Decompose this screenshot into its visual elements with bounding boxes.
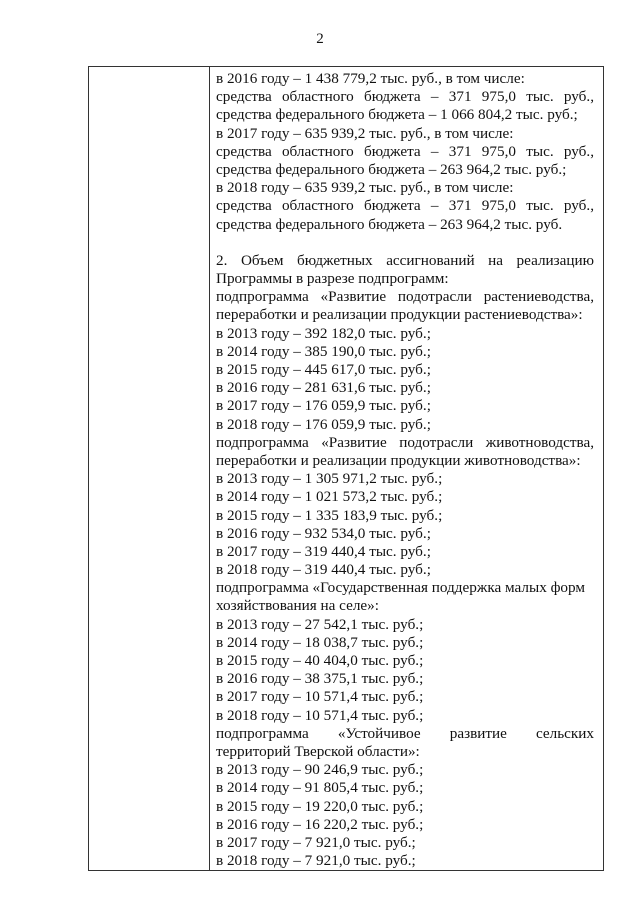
text-line: средства федерального бюджета – 1 066 804,2 тыс. руб.; [216, 106, 578, 124]
text-line: в 2013 году – 90 246,9 тыс. руб.; [216, 761, 424, 779]
text-line: средства федерального бюджета – 263 964,2 тыс. руб.; [216, 160, 567, 178]
text-line: переработки и реализации продукции растениеводства»: [216, 306, 583, 324]
text-line: в 2016 году – 281 631,6 тыс. руб.; [216, 379, 431, 397]
table-cell-left [89, 67, 210, 871]
text-line: 2. Объем бюджетных ассигнований на реализацию [216, 251, 594, 269]
text-line: в 2016 году – 38 375,1 тыс. руб.; [216, 670, 424, 688]
text-line: подпрограмма «Развитие подотрасли животноводства, [216, 433, 594, 451]
text-line: средства областного бюджета – 371 975,0 тыс. руб., [216, 88, 594, 106]
text-line: в 2015 году – 40 404,0 тыс. руб.; [216, 652, 424, 669]
text-line: в 2014 году – 91 805,4 тыс. руб.; [216, 779, 424, 797]
text-line: в 2018 году – 176 059,9 тыс. руб.; [216, 415, 431, 433]
budget-text-block [216, 70, 594, 870]
text-line: в 2014 году – 18 038,7 тыс. руб.; [216, 633, 424, 651]
text-line: Программы в разрезе подпрограмм: [216, 270, 449, 288]
text-line: в 2015 году – 445 617,0 тыс. руб.; [216, 361, 431, 378]
text-line: в 2018 году – 319 440,4 тыс. руб.; [216, 561, 431, 579]
text-line: в 2014 году – 385 190,0 тыс. руб.; [216, 342, 431, 360]
text-line: в 2017 году – 7 921,0 тыс. руб.; [216, 833, 416, 851]
text-line: в 2016 году – 932 534,0 тыс. руб.; [216, 524, 431, 542]
text-line: в 2018 году – 7 921,0 тыс. руб.; [216, 852, 416, 870]
text-line: переработки и реализации продукции животноводства»: [216, 451, 581, 469]
text-line: средства областного бюджета – 371 975,0 тыс. руб., [216, 142, 594, 160]
text-line: в 2017 году – 319 440,4 тыс. руб.; [216, 542, 431, 560]
text-line: в 2018 году – 10 571,4 тыс. руб.; [216, 706, 424, 724]
text-line: хозяйствования на селе»: [216, 597, 379, 615]
blank-line [216, 234, 594, 252]
text-line: в 2016 году – 16 220,2 тыс. руб.; [216, 815, 424, 833]
text-line: в 2017 году – 10 571,4 тыс. руб.; [216, 688, 424, 706]
text-line: средства областного бюджета – 371 975,0 тыс. руб., [216, 197, 594, 215]
text-line: в 2013 году – 392 182,0 тыс. руб.; [216, 324, 431, 342]
text-line: подпрограмма «Устойчивое развитие сельских [216, 724, 594, 742]
program-table [88, 66, 604, 871]
text-line: средства федерального бюджета – 263 964,2 тыс. руб. [216, 215, 563, 233]
text-line: подпрограмма «Развитие подотрасли растениеводства, [216, 288, 594, 306]
page-number: 2 [316, 31, 324, 47]
text-line: в 2017 году – 176 059,9 тыс. руб.; [216, 397, 431, 415]
text-line: в 2013 году – 27 542,1 тыс. руб.; [216, 615, 424, 633]
text-line: в 2014 году – 1 021 573,2 тыс. руб.; [216, 488, 443, 506]
table-cell-right [210, 67, 604, 871]
text-line: подпрограмма «Государственная поддержка малых форм [216, 579, 585, 597]
text-line: в 2013 году – 1 305 971,2 тыс. руб.; [216, 470, 443, 488]
text-line: в 2016 году – 1 438 779,2 тыс. руб., в том числе: [216, 70, 525, 87]
text-line: в 2015 году – 1 335 183,9 тыс. руб.; [216, 506, 443, 524]
text-line: в 2015 году – 19 220,0 тыс. руб.; [216, 797, 424, 815]
text-line: территорий Тверской области»: [216, 742, 420, 760]
text-line: в 2017 году – 635 939,2 тыс. руб., в том числе: [216, 124, 514, 142]
text-line: в 2018 году – 635 939,2 тыс. руб., в том числе: [216, 179, 514, 197]
table-row [89, 67, 604, 871]
